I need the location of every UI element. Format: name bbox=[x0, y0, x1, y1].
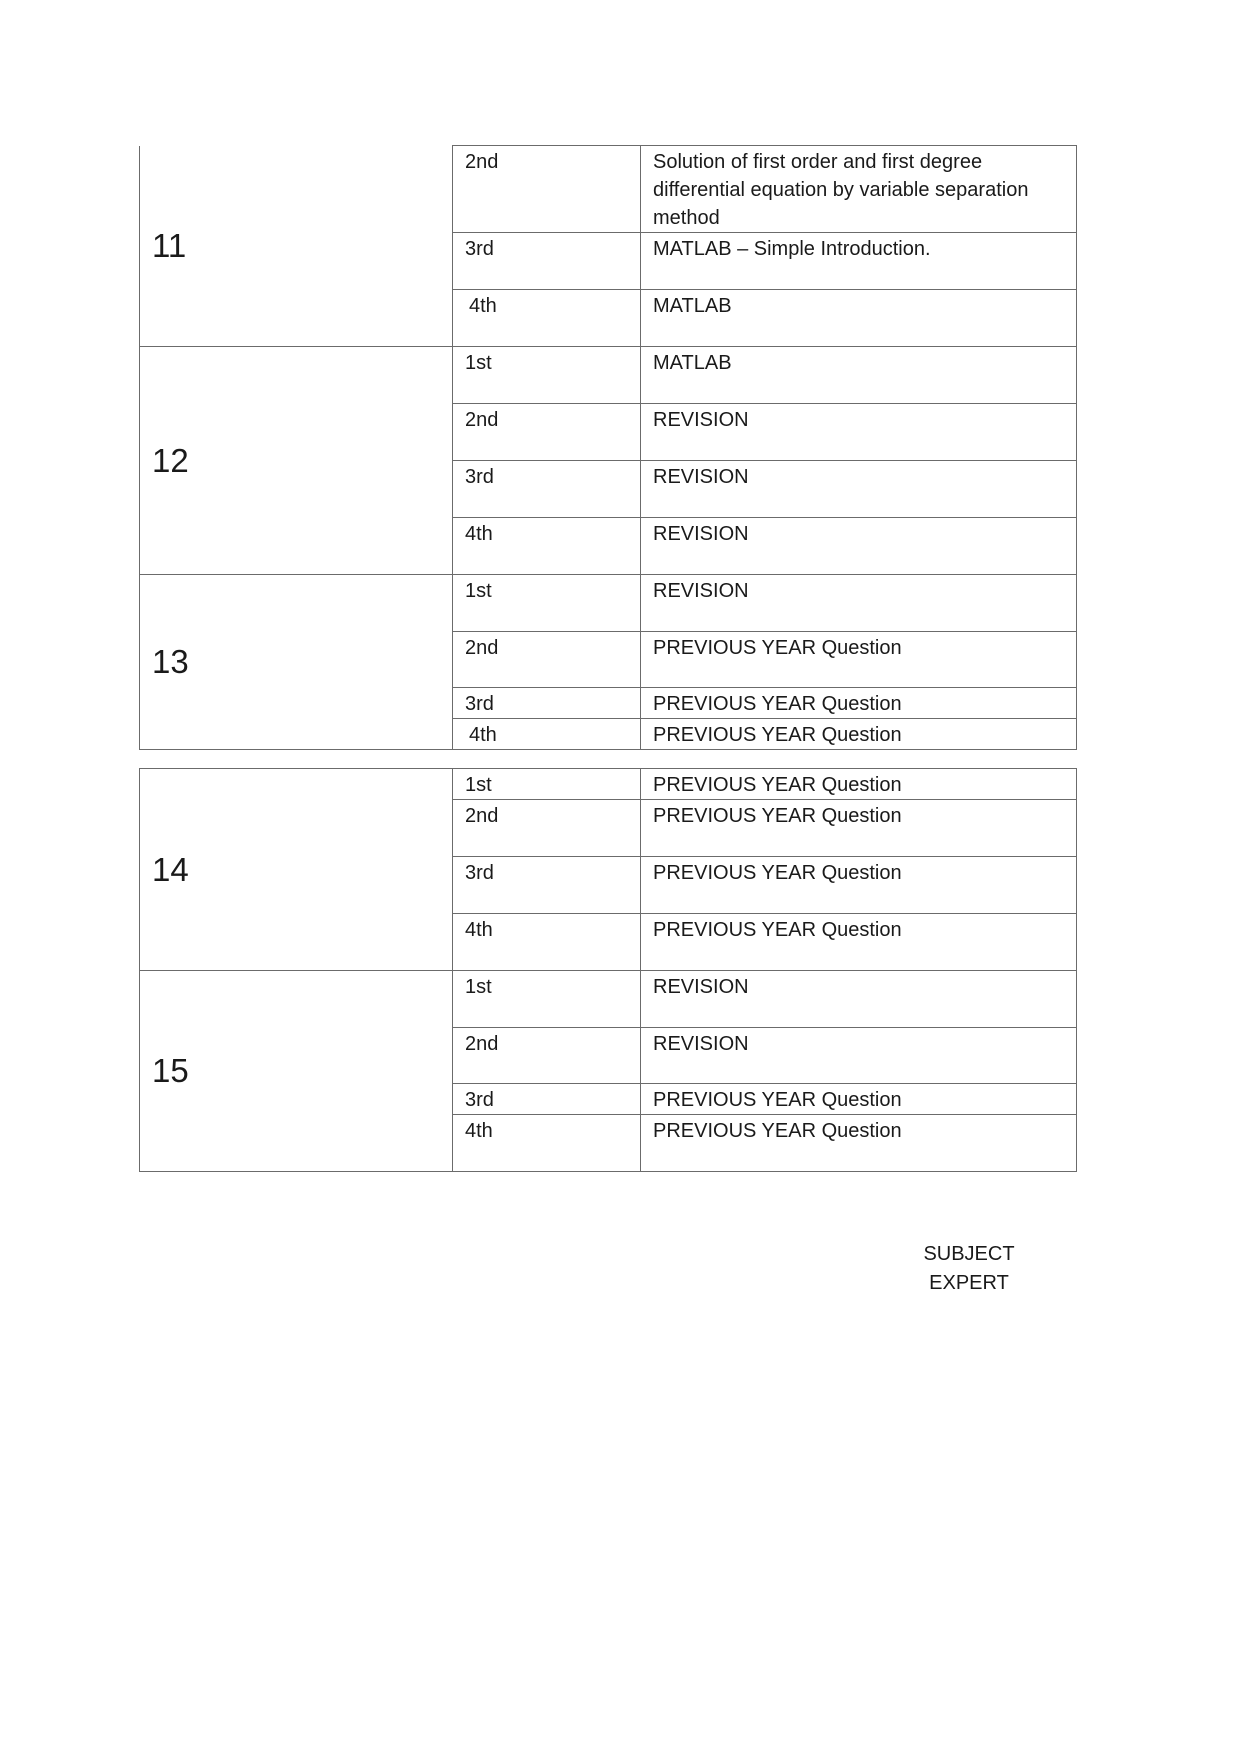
lecture-label: 3rd bbox=[465, 862, 494, 884]
topic-text: REVISION bbox=[653, 409, 749, 431]
lecture-cell bbox=[453, 404, 641, 461]
week-cell bbox=[140, 575, 453, 750]
lecture-cell bbox=[453, 290, 641, 347]
lecture-cell bbox=[453, 688, 641, 719]
topic-cell bbox=[641, 575, 1077, 632]
lecture-label: 3rd bbox=[465, 1089, 494, 1111]
week-cell bbox=[140, 769, 453, 971]
topic-cell bbox=[641, 1028, 1077, 1084]
topic-text: PREVIOUS YEAR Question bbox=[653, 693, 902, 715]
lecture-cell bbox=[453, 575, 641, 632]
topic-cell bbox=[641, 518, 1077, 575]
topic-cell bbox=[641, 971, 1077, 1028]
lecture-label: 2nd bbox=[465, 409, 499, 431]
topic-cell bbox=[641, 461, 1077, 518]
topic-text: PREVIOUS YEAR Question bbox=[653, 862, 902, 884]
topic-cell bbox=[641, 632, 1077, 688]
lecture-label: 1st bbox=[465, 976, 492, 998]
topic-text: Solution of first order and first degree differential equation by variable separation method bbox=[653, 151, 1029, 229]
week-cell bbox=[140, 146, 453, 347]
topic-cell bbox=[641, 1084, 1077, 1115]
topic-text: PREVIOUS YEAR Question bbox=[653, 637, 902, 659]
lesson-plan-table-weeks-11-13 bbox=[139, 145, 1077, 750]
topic-cell bbox=[641, 857, 1077, 914]
table-row bbox=[140, 769, 1077, 800]
lecture-cell bbox=[453, 1028, 641, 1084]
topic-cell bbox=[641, 347, 1077, 404]
week-number: 12 bbox=[152, 441, 189, 479]
topic-text: MATLAB bbox=[653, 352, 732, 374]
table-row bbox=[140, 347, 1077, 404]
topic-cell bbox=[641, 290, 1077, 347]
week-number: 15 bbox=[152, 1052, 189, 1089]
topic-cell bbox=[641, 719, 1077, 750]
table-row bbox=[140, 575, 1077, 632]
topic-text: MATLAB – Simple Introduction. bbox=[653, 238, 931, 260]
lecture-cell bbox=[453, 769, 641, 800]
topic-text: REVISION bbox=[653, 1033, 749, 1055]
lecture-cell bbox=[453, 719, 641, 750]
lecture-cell bbox=[453, 518, 641, 575]
topic-cell bbox=[641, 688, 1077, 719]
topic-text: PREVIOUS YEAR Question bbox=[653, 724, 902, 746]
topic-text: REVISION bbox=[653, 976, 749, 998]
week-cell bbox=[140, 971, 453, 1172]
lecture-label: 3rd bbox=[465, 238, 494, 260]
topic-cell bbox=[641, 800, 1077, 857]
lesson-plan-table-weeks-14-15 bbox=[139, 768, 1077, 1172]
week-cell bbox=[140, 347, 453, 575]
lecture-label: 2nd bbox=[465, 151, 499, 173]
lecture-cell bbox=[453, 233, 641, 290]
lecture-label: 2nd bbox=[465, 637, 499, 659]
week-number: 11 bbox=[152, 226, 187, 264]
topic-cell bbox=[641, 146, 1077, 233]
topic-cell bbox=[641, 233, 1077, 290]
lecture-label: 1st bbox=[465, 352, 492, 374]
table-row bbox=[140, 146, 1077, 233]
topic-text: PREVIOUS YEAR Question bbox=[653, 805, 902, 827]
topic-cell bbox=[641, 404, 1077, 461]
lecture-cell bbox=[453, 800, 641, 857]
lecture-label: 4th bbox=[469, 295, 497, 317]
week-number: 14 bbox=[152, 850, 189, 888]
signature-line-1: SUBJECT bbox=[923, 1243, 1015, 1265]
lecture-cell bbox=[453, 971, 641, 1028]
lecture-label: 4th bbox=[465, 523, 493, 545]
lecture-cell bbox=[453, 1115, 641, 1172]
lecture-cell bbox=[453, 857, 641, 914]
topic-text: MATLAB bbox=[653, 295, 732, 317]
lecture-label: 1st bbox=[465, 580, 492, 602]
lecture-label: 3rd bbox=[465, 693, 494, 715]
lecture-label: 4th bbox=[465, 919, 493, 941]
lecture-cell bbox=[453, 1084, 641, 1115]
lecture-cell bbox=[453, 632, 641, 688]
topic-cell bbox=[641, 1115, 1077, 1172]
lecture-label: 2nd bbox=[465, 805, 499, 827]
lecture-label: 3rd bbox=[465, 466, 494, 488]
topic-cell bbox=[641, 769, 1077, 800]
signature-block bbox=[913, 1240, 1025, 1298]
lecture-cell bbox=[453, 914, 641, 971]
topic-text: PREVIOUS YEAR Question bbox=[653, 919, 902, 941]
lecture-label: 1st bbox=[465, 774, 492, 796]
topic-text: REVISION bbox=[653, 580, 749, 602]
signature-line-2: EXPERT bbox=[929, 1272, 1009, 1294]
table-row bbox=[140, 971, 1077, 1028]
topic-cell bbox=[641, 914, 1077, 971]
topic-text: PREVIOUS YEAR Question bbox=[653, 1120, 902, 1142]
lecture-label: 2nd bbox=[465, 1033, 499, 1055]
week-number: 13 bbox=[152, 643, 189, 680]
topic-text: PREVIOUS YEAR Question bbox=[653, 774, 902, 796]
lecture-cell bbox=[453, 461, 641, 518]
lecture-cell bbox=[453, 146, 641, 233]
topic-text: REVISION bbox=[653, 466, 749, 488]
topic-text: PREVIOUS YEAR Question bbox=[653, 1089, 902, 1111]
topic-text: REVISION bbox=[653, 523, 749, 545]
lecture-label: 4th bbox=[469, 724, 497, 746]
lecture-label: 4th bbox=[465, 1120, 493, 1142]
lecture-cell bbox=[453, 347, 641, 404]
